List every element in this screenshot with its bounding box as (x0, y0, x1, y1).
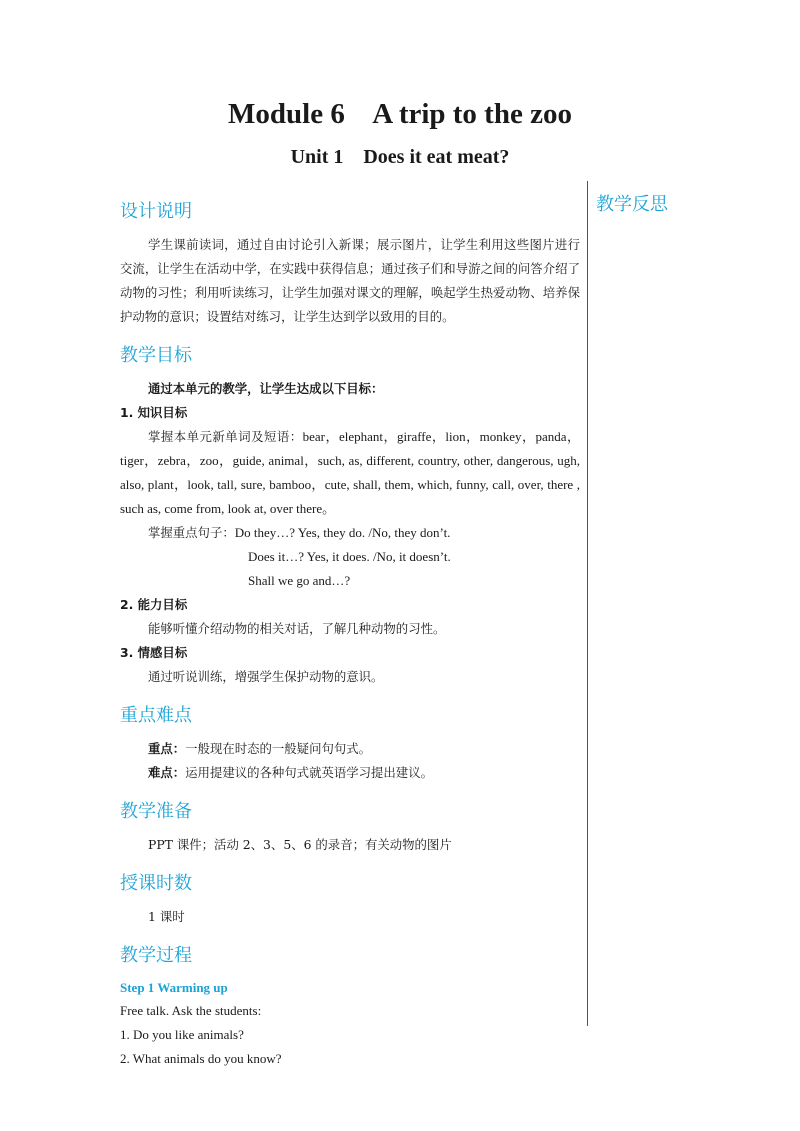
sentence-line-2: Does it…? Yes, it does. /No, it doesn’t. (248, 549, 451, 564)
difficulty-point (120, 761, 580, 785)
difficulty-text: 运用提建议的各种句式就英语学习提出建议。 (185, 765, 433, 780)
hours-heading: 授课时数 (120, 873, 192, 894)
process-line: 1. Do you like animals? (120, 1027, 244, 1042)
sentence-label: 掌握重点句子： (148, 525, 235, 540)
knowledge-title: 1. 知识目标 (120, 405, 188, 420)
vocab-paragraph (120, 425, 580, 521)
ability-title: 2. 能力目标 (120, 597, 188, 612)
vocab-list: bear，elephant，giraffe，lion，monkey，panda，tiger，zebra，zoo，guide, animal，such, as, different, country, other, dangerous, ugh, also, plant，look, tall, sure, bamboo，cute, shall, them, which, funny, call, over, there , such as, come from, look at, over there。 (120, 429, 581, 516)
emotion-title: 3. 情感目标 (120, 645, 188, 660)
step-heading: Step 1 Warming up (120, 980, 228, 995)
prep-heading: 教学准备 (120, 801, 192, 822)
goals-intro: 通过本单元的教学，让学生达成以下目标： (148, 381, 384, 396)
vocab-label: 掌握本单元新单词及短语： (148, 429, 303, 444)
unit-subtitle: Unit 1 Does it eat meat? (290, 146, 510, 168)
column-divider (587, 181, 588, 1026)
design-heading: 设计说明 (120, 201, 192, 222)
sentence: Do they…? Yes, they do. /No, they don’t. (234, 525, 451, 540)
key-label: 重点： (148, 741, 186, 756)
hours-text: 1 课时 (148, 909, 185, 924)
emotion-text: 通过听说训练，增强学生保护动物的意识。 (148, 669, 384, 684)
goals-heading: 教学目标 (120, 345, 192, 366)
design-text: 学生课前读词，通过自由讨论引入新课；展示图片，让学生利用这些图片进行交流，让学生在活动中学，在实践中获得信息；通过孩子们和导游之间的问答介绍了动物的习性；利用听读练习，让学生加强对课文的理解，唤起学生热爱动物、培养保护动物的意识；设置结对练习，让学生达到学以致用的目的。 (120, 237, 580, 324)
key-point (120, 737, 580, 761)
ability-text: 能够听懂介绍动物的相关对话，了解几种动物的习性。 (148, 621, 446, 636)
key-heading: 重点难点 (120, 705, 192, 726)
key-text: 一般现在时态的一般疑问句句式。 (185, 741, 372, 756)
process-line: 2. What animals do you know? (120, 1051, 282, 1066)
reflection-heading: 教学反思 (596, 194, 668, 215)
sentence-line-1 (120, 521, 580, 545)
process-heading: 教学过程 (120, 945, 192, 966)
process-line: Free talk. Ask the students: (120, 1003, 262, 1018)
sentence-line-3: Shall we go and…? (248, 573, 351, 588)
page-title: Module 6 A trip to the zoo (228, 98, 572, 130)
main-content (120, 199, 580, 1071)
prep-text: PPT 课件；活动 2、3、5、6 的录音；有关动物的图片 (148, 837, 452, 852)
difficulty-label: 难点： (148, 765, 186, 780)
